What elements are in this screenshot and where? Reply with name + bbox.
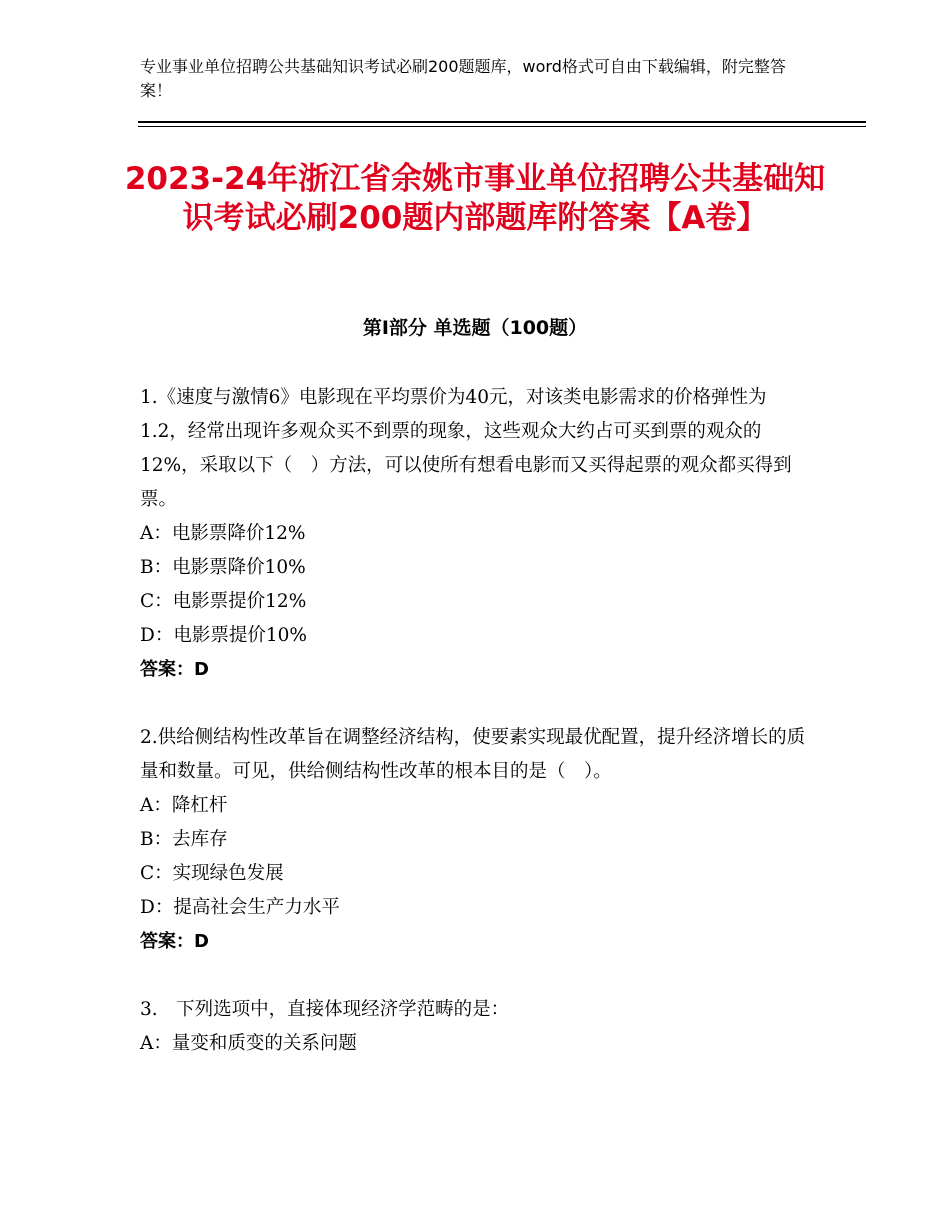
question-list	[140, 381, 810, 1061]
question-3	[140, 993, 810, 1061]
option-c: C：电影票提价12%	[140, 591, 307, 612]
header-divider-thick	[138, 121, 866, 123]
spacer	[140, 687, 810, 721]
question-1	[140, 381, 810, 687]
section-title: 第Ⅰ部分 单选题（100题）	[362, 317, 588, 339]
option-a: A：电影票降价12%	[140, 523, 306, 544]
answer: 答案：D	[140, 931, 209, 952]
question-stem: 2.供给侧结构性改革旨在调整经济结构，使要素实现最优配置，提升经济增长的质量和数量。可见，供给侧结构性改革的根本目的是（ ）。	[140, 727, 806, 782]
option-d: D：提高社会生产力水平	[140, 897, 340, 918]
option-a: A：降杠杆	[140, 795, 228, 816]
header-note: 专业事业单位招聘公共基础知识考试必刷200题题库，word格式可自由下载编辑，附完整答案！	[140, 57, 786, 100]
option-b: B：电影票降价10%	[140, 557, 306, 578]
header-divider-thin	[138, 126, 866, 127]
question-stem: 1.《速度与激情6》电影现在平均票价为40元，对该类电影需求的价格弹性为1.2，经常出现许多观众买不到票的现象，这些观众大约占可买到票的观众的12%，采取以下（ ）方法，可以使所有想看电影而又买得起票的观众都买得到票。	[140, 387, 792, 510]
option-a: A：量变和质变的关系问题	[140, 1033, 357, 1054]
option-b: B：去库存	[140, 829, 228, 850]
question-2	[140, 721, 810, 959]
document-title: 2023-24年浙江省余姚市事业单位招聘公共基础知识考试必刷200题内部题库附答案【A卷】	[124, 161, 826, 236]
option-d: D：电影票提价10%	[140, 625, 307, 646]
spacer	[140, 959, 810, 993]
option-c: C：实现绿色发展	[140, 863, 284, 884]
question-stem: 3. 下列选项中，直接体现经济学范畴的是：	[140, 999, 510, 1020]
answer: 答案：D	[140, 659, 209, 680]
